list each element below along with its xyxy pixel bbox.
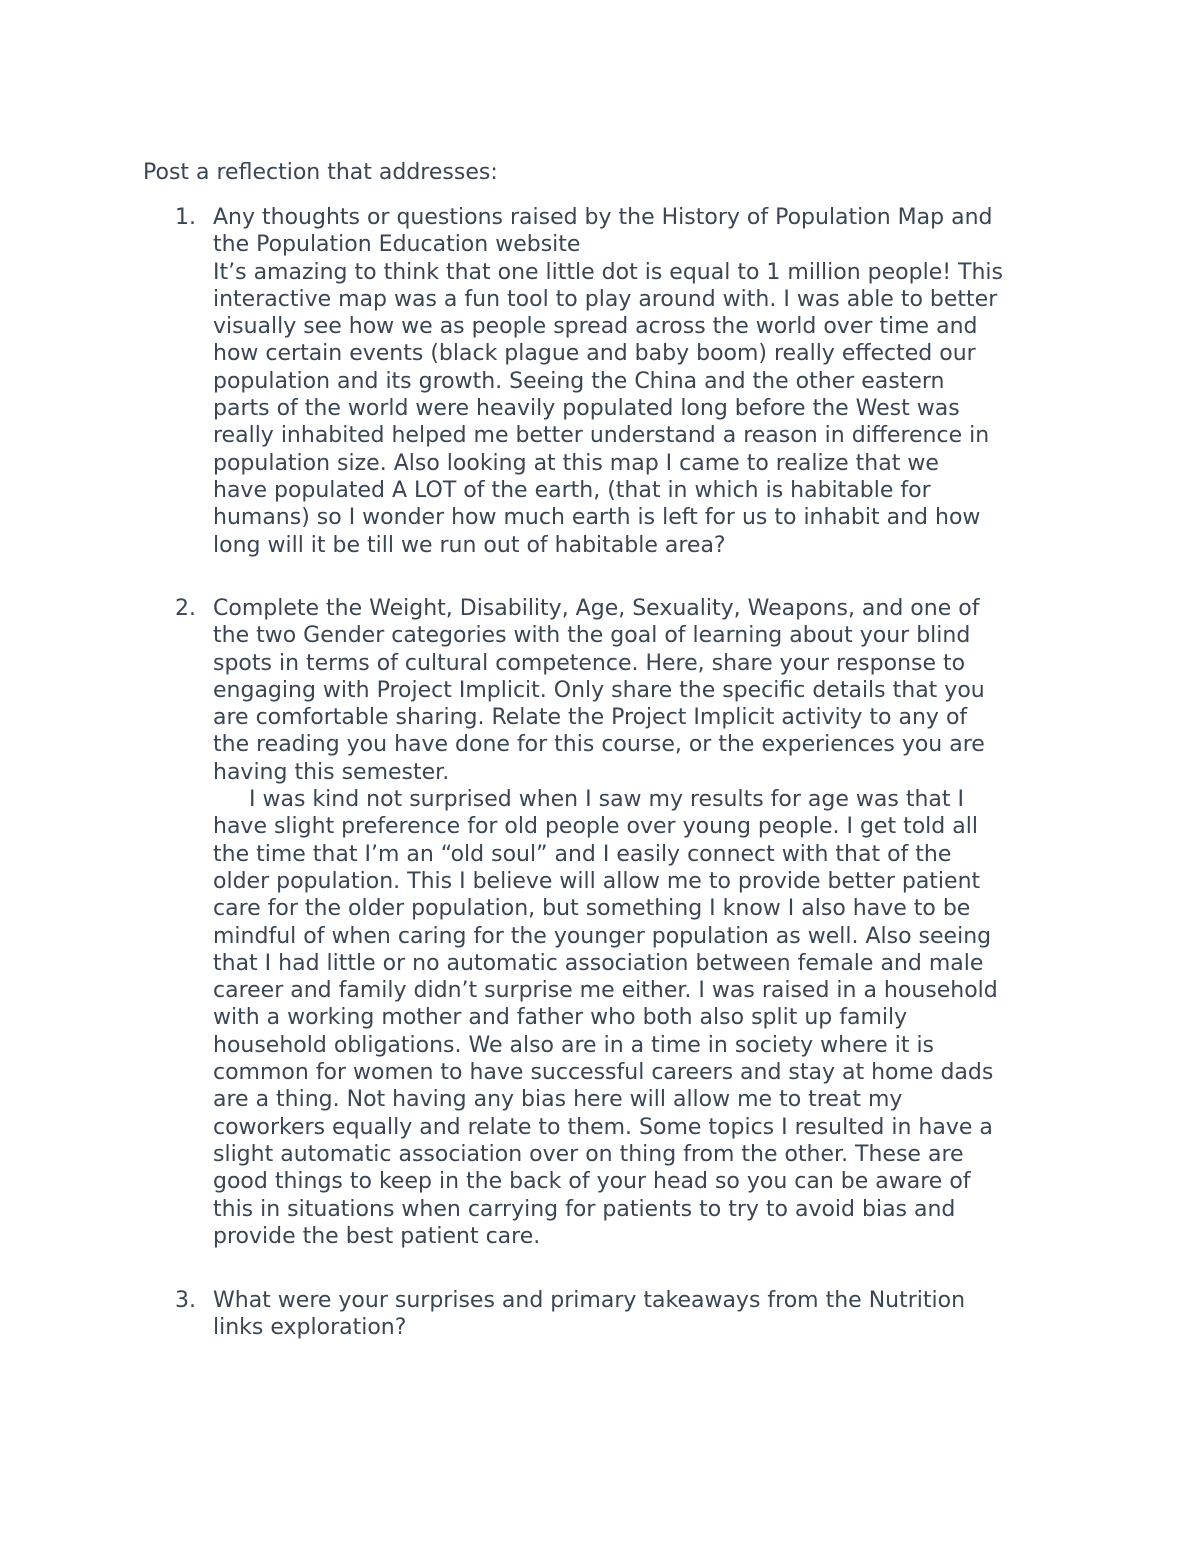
answer-line: common for women to have successful careers and stay at home dads bbox=[213, 1060, 994, 1086]
question-line: are comfortable sharing. Relate the Project Implicit activity to any of bbox=[213, 705, 968, 731]
answer-1 bbox=[213, 259, 1073, 559]
answer-line: with a working mother and father who both also split up family bbox=[213, 1005, 908, 1031]
list-number: 3. bbox=[175, 1288, 196, 1313]
question-line: What were your surprises and primary takeaways from the Nutrition bbox=[213, 1288, 966, 1313]
answer-line: I was kind not surprised when I saw my results for age was that I bbox=[249, 787, 964, 813]
answer-line: household obligations. We also are in a time in society where it is bbox=[213, 1032, 935, 1058]
question-line: the Population Education website bbox=[213, 232, 581, 258]
answer-line: provide the best patient care. bbox=[213, 1223, 541, 1249]
question-line: links exploration? bbox=[213, 1315, 407, 1341]
question-1 bbox=[213, 204, 1073, 259]
answer-line: humans) so I wonder how much earth is left for us to inhabit and how bbox=[213, 505, 981, 531]
answer-line: long will it be till we run out of habitable area? bbox=[213, 532, 726, 558]
intro-text: Post a reflection that addresses: bbox=[143, 160, 498, 185]
list-item-3 bbox=[143, 1287, 1073, 1342]
question-line: the two Gender categories with the goal of learning about your blind bbox=[213, 623, 971, 649]
answer-line: the time that I’m an “old soul” and I easily connect with that of the bbox=[213, 841, 952, 867]
answer-line: this in situations when carrying for patients to try to avoid bias and bbox=[213, 1196, 956, 1222]
answer-line: career and family didn’t surprise me either. I was raised in a household bbox=[213, 978, 998, 1004]
answer-line: slight automatic association over on thing from the other. These are bbox=[213, 1141, 964, 1167]
answer-line: how certain events (black plague and baby boom) really effected our bbox=[213, 341, 976, 367]
answer-line: mindful of when caring for the younger population as well. Also seeing bbox=[213, 923, 992, 949]
answer-line: are a thing. Not having any bias here will allow me to treat my bbox=[213, 1087, 903, 1113]
answer-line: population size. Also looking at this map I came to realize that we bbox=[213, 450, 939, 476]
answer-line: have populated A LOT of the earth, (that in which is habitable for bbox=[213, 477, 931, 503]
question-2 bbox=[213, 595, 1073, 786]
question-line: engaging with Project Implicit. Only share the specific details that you bbox=[213, 677, 985, 703]
question-line: Complete the Weight, Disability, Age, Sexuality, Weapons, and one of bbox=[213, 596, 980, 621]
answer-line: parts of the world were heavily populated long before the West was bbox=[213, 396, 960, 422]
answer-line: have slight preference for old people over young people. I get told all bbox=[213, 814, 978, 840]
question-line: spots in terms of cultural competence. Here, share your response to bbox=[213, 650, 966, 676]
answer-2 bbox=[213, 786, 1073, 1250]
answer-line: good things to keep in the back of your head so you can be aware of bbox=[213, 1169, 971, 1195]
answer-line: coworkers equally and relate to them. Some topics I resulted in have a bbox=[213, 1114, 993, 1140]
list-number: 1. bbox=[175, 205, 196, 230]
answer-line: really inhabited helped me better understand a reason in difference in bbox=[213, 423, 990, 449]
answer-line: that I had little or no automatic association between female and male bbox=[213, 950, 984, 976]
answer-line: care for the older population, but something I know I also have to be bbox=[213, 896, 971, 922]
answer-line: interactive map was a fun tool to play around with. I was able to better bbox=[213, 286, 998, 312]
list-number: 2. bbox=[175, 596, 196, 621]
answer-line: It’s amazing to think that one little dot is equal to 1 million people! This bbox=[213, 259, 1004, 285]
question-line: Any thoughts or questions raised by the History of Population Map and bbox=[213, 205, 993, 230]
question-line: the reading you have done for this course, or the experiences you are bbox=[213, 732, 985, 758]
list-item-1 bbox=[143, 204, 1073, 559]
list-item-2 bbox=[143, 595, 1073, 1250]
answer-line: population and its growth. Seeing the China and the other eastern bbox=[213, 368, 945, 394]
question-3 bbox=[213, 1287, 1073, 1342]
answer-line: older population. This I believe will allow me to provide better patient bbox=[213, 868, 981, 894]
question-line: having this semester. bbox=[213, 759, 450, 785]
answer-line: visually see how we as people spread across the world over time and bbox=[213, 314, 978, 340]
